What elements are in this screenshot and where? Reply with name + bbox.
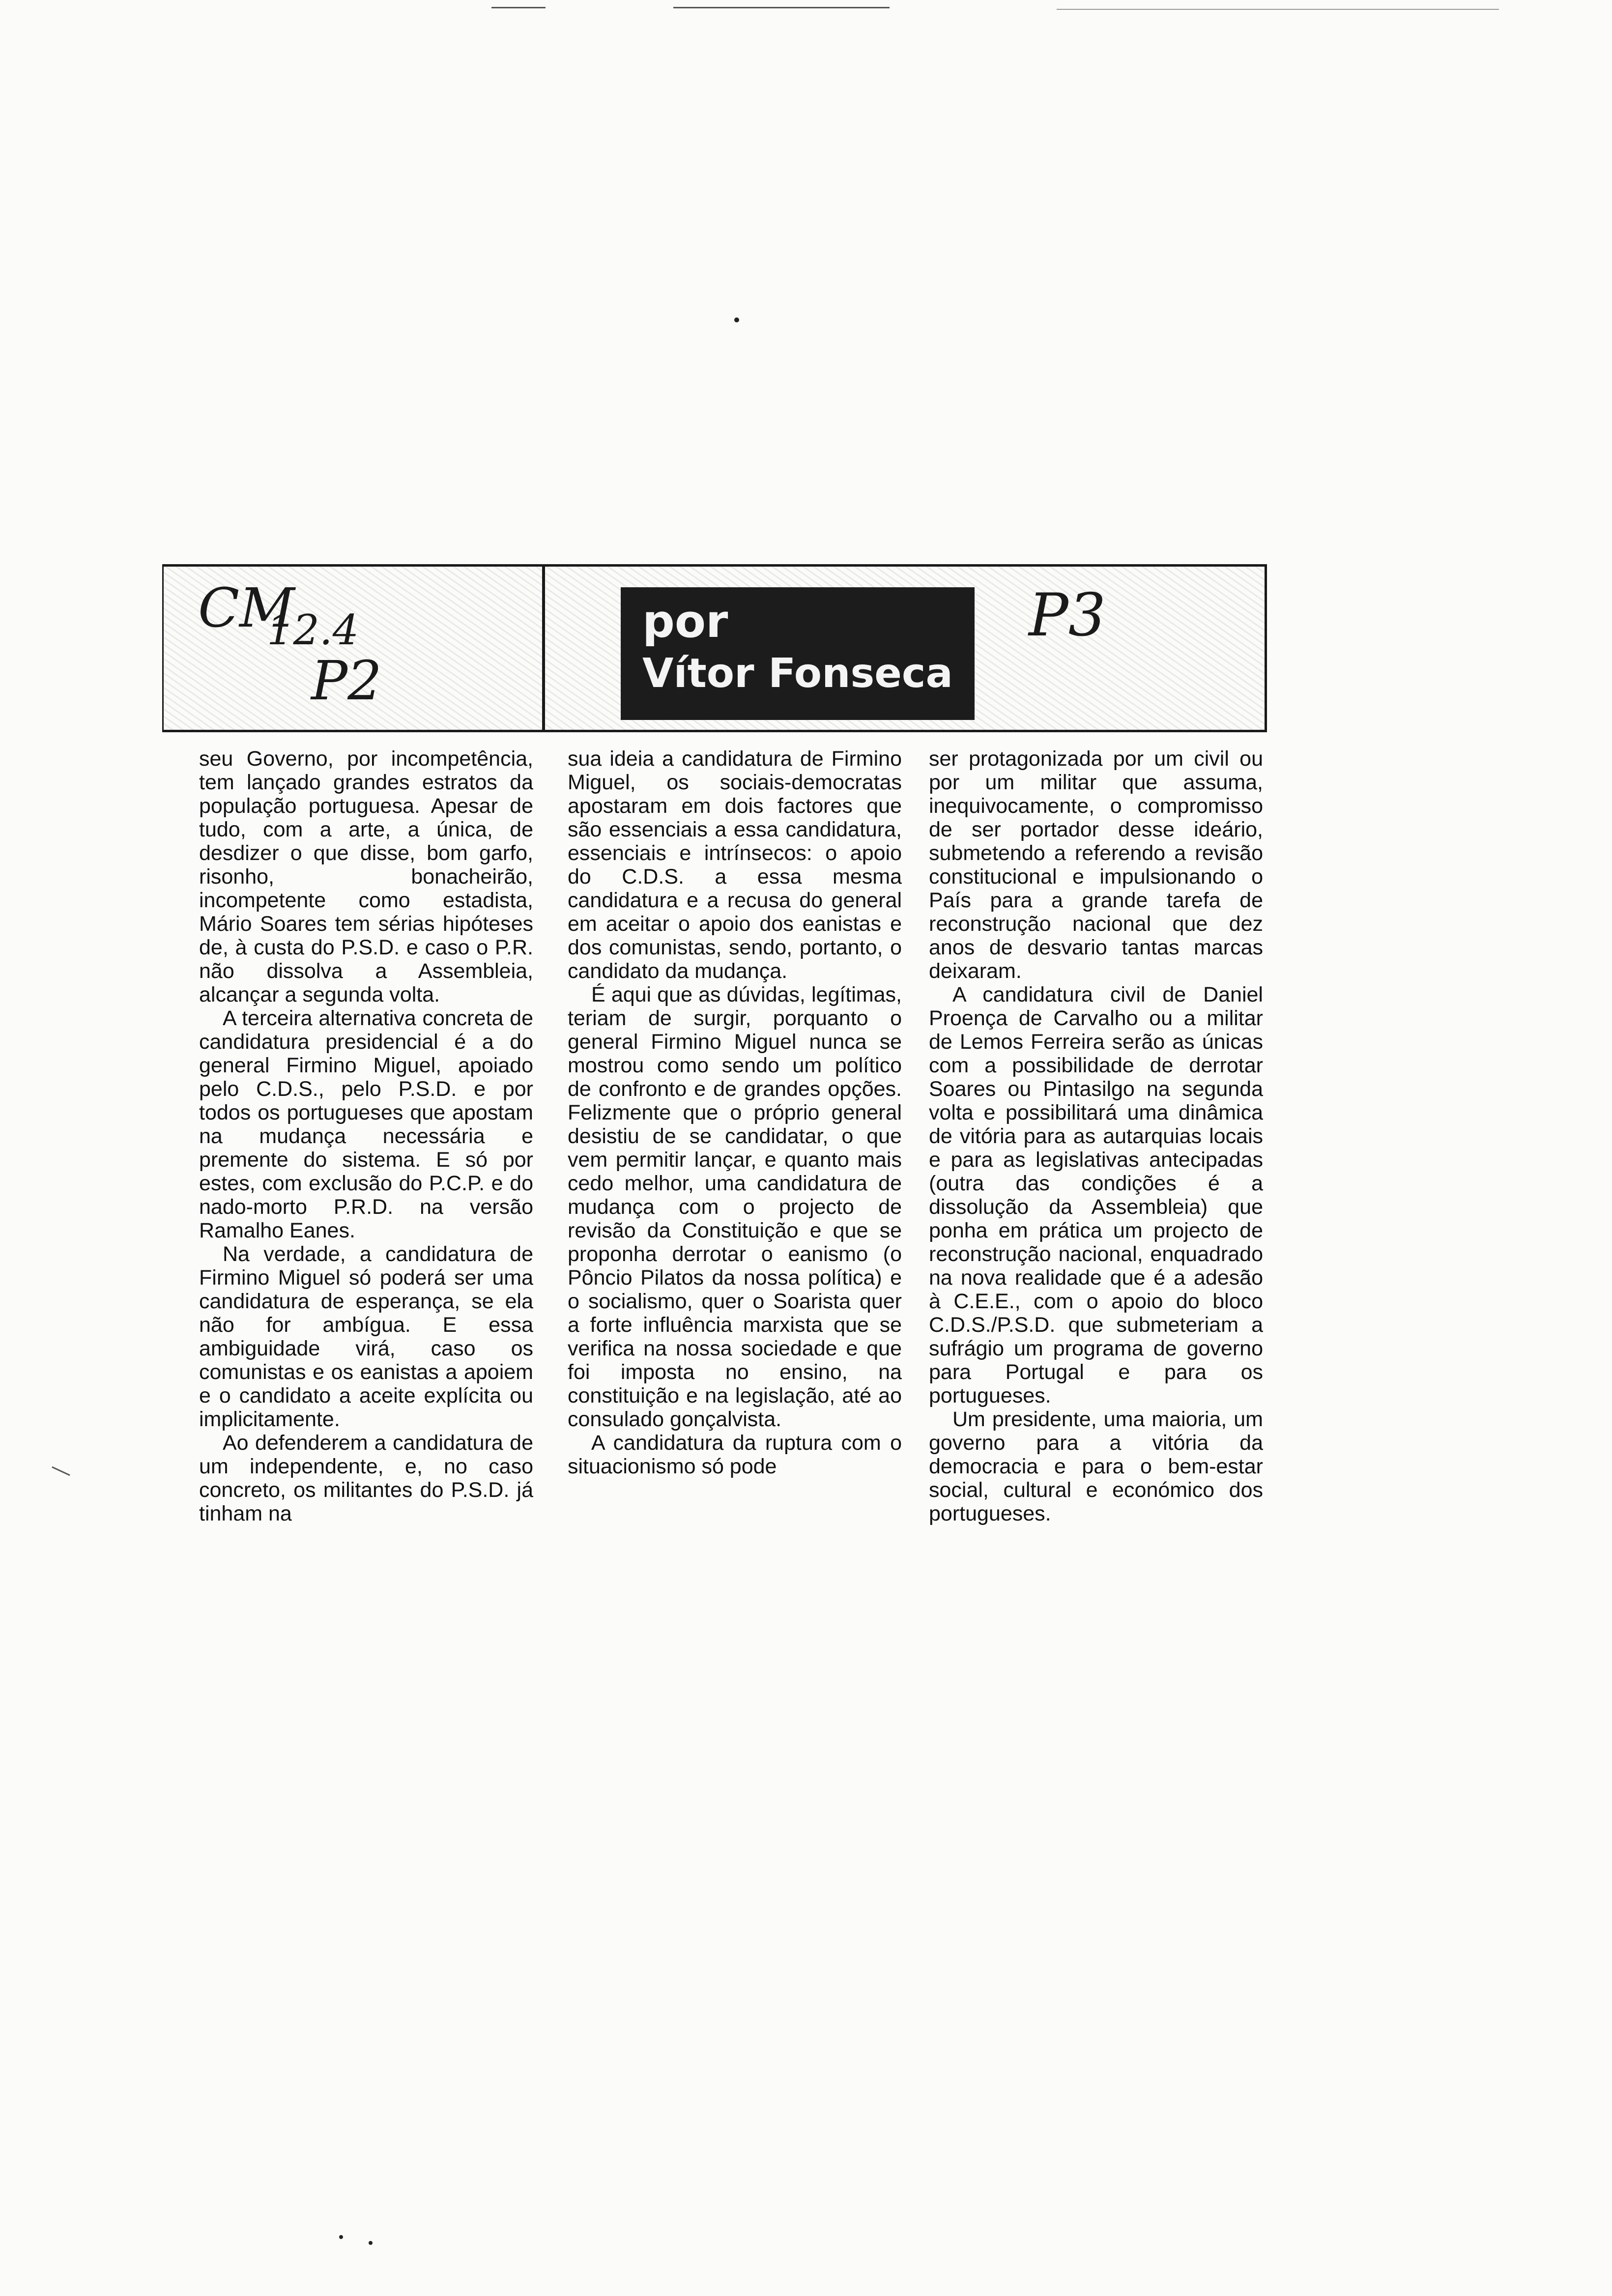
- paragraph: ser protagonizada por um civil ou por um militar que assuma, inequivocamente, o compromisso de ser portador desse ideário, submetendo a referendo a revisão constitucional e impulsionando o País para a grande tarefa de reconstrução nacional que dez anos de desvario tantas marcas deixaram.: [929, 747, 1263, 983]
- header-divider: [542, 567, 545, 730]
- paragraph: Um presidente, uma maioria, um governo para a vitória da democracia e para o bem-estar social, cultural e económico dos portugueses.: [929, 1407, 1263, 1525]
- handwritten-note-source: CM: [198, 576, 295, 639]
- handwritten-note-date: 12.4: [267, 606, 359, 654]
- article-header: [162, 564, 1267, 732]
- paragraph: A candidatura da ruptura com o situacionismo só pode: [568, 1431, 902, 1478]
- paragraph: É aqui que as dúvidas, legítimas, teriam de surgir, porquanto o general Firmino Miguel nunca se mostrou como sendo um político de confronto e de grandes opções. Felizmente que o próprio general desistiu de se candidatar, o que vem permitir lançar, e quanto mais cedo melhor, uma candidatura de mudança com o projecto de revisão da Constituição e que se proponha derrotar o eanismo (o Pôncio Pilatos da nossa política) e o socialismo, quer o Soarista quer a forte influência marxista que se verifica na nossa sociedade e que foi imposta no ensino, na constituição e na legislação, até ao consulado gonçalvista.: [568, 983, 902, 1431]
- paragraph: sua ideia a candidatura de Firmino Miguel, os sociais-democratas apostaram em dois factores que são essenciais a essa candidatura, essenciais e intrínsecos: o apoio do C.D.S. a essa mesma candidatura e a recusa do general em aceitar o apoio dos eanistas e dos comunistas, sendo, portanto, o candidato da mudança.: [568, 747, 902, 983]
- article-column-2: [568, 747, 902, 1478]
- paragraph: Ao defenderem a candidatura de um independente, e, no caso concreto, os militantes do P.S.D. já tinham na: [199, 1431, 533, 1525]
- scan-speck: [369, 2241, 373, 2245]
- scan-edge-line: [1057, 9, 1499, 10]
- scan-speck: [734, 317, 739, 322]
- handwritten-note-page-left: P2: [311, 649, 382, 712]
- article-column-3: [929, 747, 1263, 1525]
- byline-author: Vítor Fonseca: [642, 650, 953, 697]
- paragraph: A candidatura civil de Daniel Proença de Carvalho ou a militar de Lemos Ferreira serão as únicas com a possibilidade de derrotar Soares ou Pintasilgo na segunda volta e possibilitará uma dinâmica de vitória para as autarquias locais e para as legislativas antecipadas (outra das condições é a dissolução da Assembleia) que ponha em prática um projecto de reconstrução nacional, enquadrado na nova realidade que é a adesão à C.E.E., com o apoio do bloco C.D.S./P.S.D. que submeteriam a sufrágio um programa de governo para Portugal e para os portugueses.: [929, 983, 1263, 1407]
- byline-banner: [621, 587, 975, 720]
- paragraph: Na verdade, a candidatura de Firmino Miguel só poderá ser uma candidatura de esperança, se ela não for ambígua. E essa ambiguidade virá, caso os comunistas e os eanistas a apoiem e o candidato a aceite explícita ou implicitamente.: [199, 1242, 533, 1431]
- scan-edge-line: [673, 7, 890, 8]
- byline-prefix: por: [642, 595, 728, 648]
- article-column-1: [199, 747, 533, 1525]
- paragraph: A terceira alternativa concreta de candidatura presidencial é a do general Firmino Miguel, apoiado pelo C.D.S., pelo P.S.D. e por todos os portugueses que apostam na mudança necessária e premente do sistema. E só por estes, com exclusão do P.C.P. e do nado-morto P.R.D. na versão Ramalho Eanes.: [199, 1006, 533, 1242]
- scan-speck: [339, 2235, 343, 2239]
- paragraph: seu Governo, por incompetência, tem lançado grandes estratos da população portuguesa. Apesar de tudo, com a arte, a única, de desdizer o que disse, bom garfo, risonho, bonacheirão, incompetente como estadista, Mário Soares tem sérias hipóteses de, à custa do P.S.D. e caso o P.R. não dissolva a Assembleia, alcançar a segunda volta.: [199, 747, 533, 1006]
- margin-mark: [52, 1466, 70, 1476]
- scan-edge-line: [491, 7, 546, 8]
- handwritten-note-page-right: P3: [1029, 581, 1106, 650]
